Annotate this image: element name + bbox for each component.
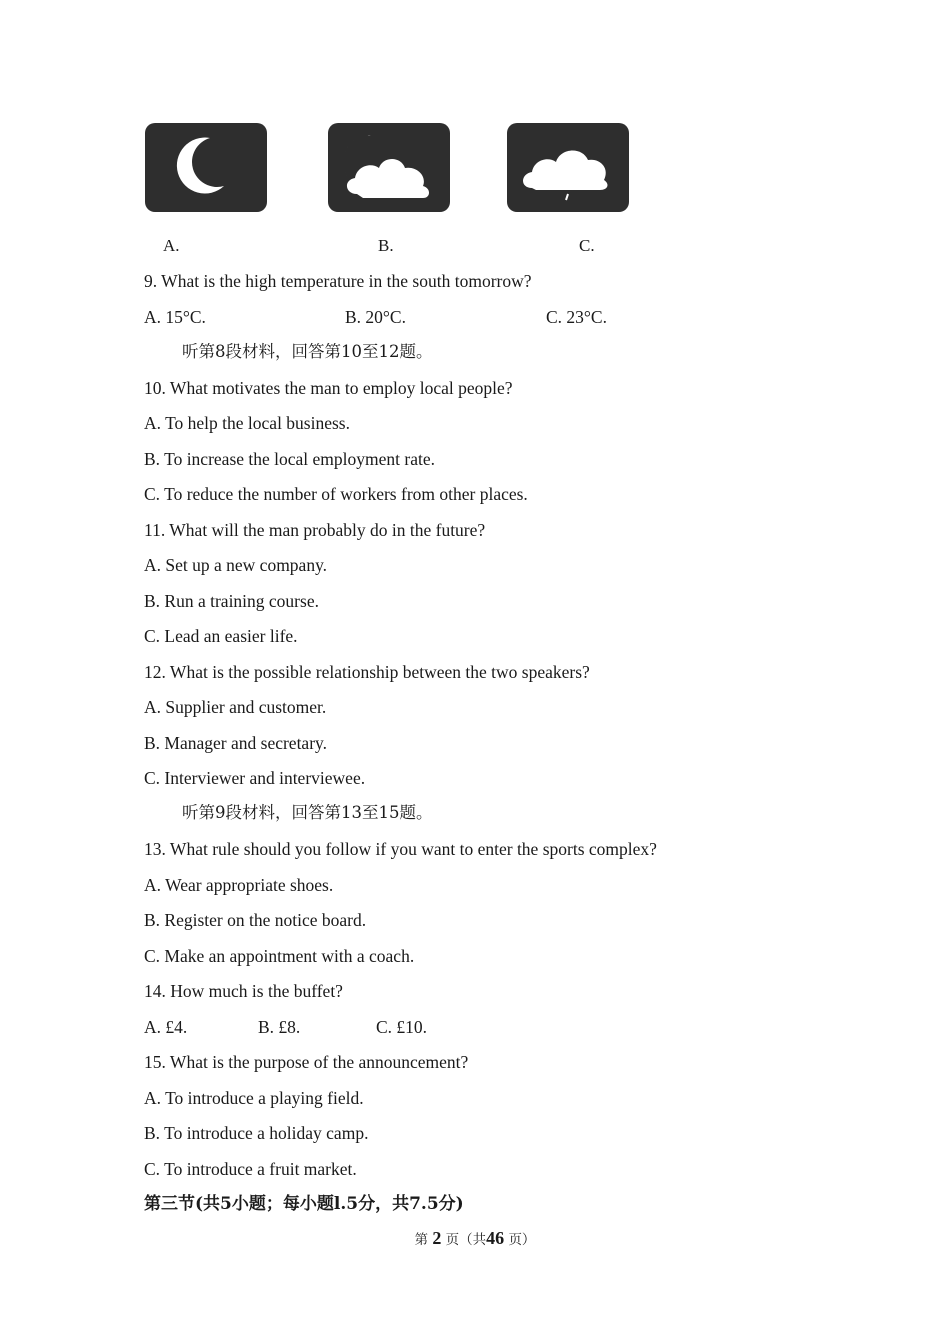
q10-option-b: B. To increase the local employment rate. bbox=[144, 449, 435, 469]
q9-option-c: C. 23°C. bbox=[546, 307, 607, 327]
q11-option-b: B. Run a training course. bbox=[144, 591, 319, 611]
q12-option-a: A. Supplier and customer. bbox=[144, 697, 327, 717]
footer-prefix: 第 bbox=[414, 1232, 429, 1248]
q14-option-c: C. £10. bbox=[376, 1017, 428, 1037]
q15-option-b: B. To introduce a holiday camp. bbox=[144, 1123, 369, 1143]
q14-option-a: A. £4. bbox=[144, 1017, 188, 1037]
q9-option-b: B. 20°C. bbox=[345, 307, 406, 327]
q13-option-c: C. Make an appointment with a coach. bbox=[144, 946, 415, 966]
q11-option-c: C. Lead an easier life. bbox=[144, 626, 298, 646]
question-10: 10. What motivates the man to employ local people? bbox=[144, 378, 513, 398]
moon-icon bbox=[144, 122, 266, 212]
figure-label-b: B. bbox=[378, 236, 394, 255]
q15-option-c: C. To introduce a fruit market. bbox=[144, 1159, 357, 1179]
question-15: 15. What is the purpose of the announcement? bbox=[144, 1052, 469, 1072]
q14-option-b: B. £8. bbox=[258, 1017, 301, 1037]
question-13: 13. What rule should you follow if you want to enter the sports complex? bbox=[144, 839, 657, 859]
total-pages: 46 bbox=[486, 1228, 505, 1248]
question-12: 12. What is the possible relationship between the two speakers? bbox=[144, 662, 590, 682]
question-14: 14. How much is the buffet? bbox=[144, 981, 343, 1001]
weather-icons-figure bbox=[144, 122, 628, 216]
q11-option-a: A. Set up a new company. bbox=[144, 555, 328, 575]
question-9: 9. What is the high temperature in the south tomorrow? bbox=[144, 271, 532, 291]
q10-option-c: C. To reduce the number of workers from other places. bbox=[144, 484, 528, 504]
page-footer bbox=[0, 1228, 950, 1249]
section-9-instruction: 听第9段材料，回答第13至15题。 bbox=[182, 803, 433, 822]
moon-cloud-icon bbox=[327, 122, 449, 212]
figure-label-c: C. bbox=[579, 236, 595, 255]
footer-suffix: 页） bbox=[508, 1232, 536, 1248]
q10-option-a: A. To help the local business. bbox=[144, 413, 350, 433]
footer-middle: 页（共 bbox=[445, 1232, 487, 1248]
q13-option-b: B. Register on the notice board. bbox=[144, 910, 367, 930]
section-8-instruction: 听第8段材料，回答第10至12题。 bbox=[182, 342, 433, 361]
question-11: 11. What will the man probably do in the future? bbox=[144, 520, 486, 540]
q12-option-c: C. Interviewer and interviewee. bbox=[144, 768, 366, 788]
page-number: 2 bbox=[432, 1228, 442, 1248]
figure-label-a: A. bbox=[163, 236, 180, 255]
q13-option-a: A. Wear appropriate shoes. bbox=[144, 875, 334, 895]
q9-option-a: A. 15°C. bbox=[144, 307, 206, 327]
q15-option-a: A. To introduce a playing field. bbox=[144, 1088, 364, 1108]
part-3-heading: 第三节(共5小题；每小题l.5分，共7.5分) bbox=[144, 1194, 464, 1214]
q12-option-b: B. Manager and secretary. bbox=[144, 733, 328, 753]
moon-cloud-rain-icon bbox=[506, 122, 628, 212]
